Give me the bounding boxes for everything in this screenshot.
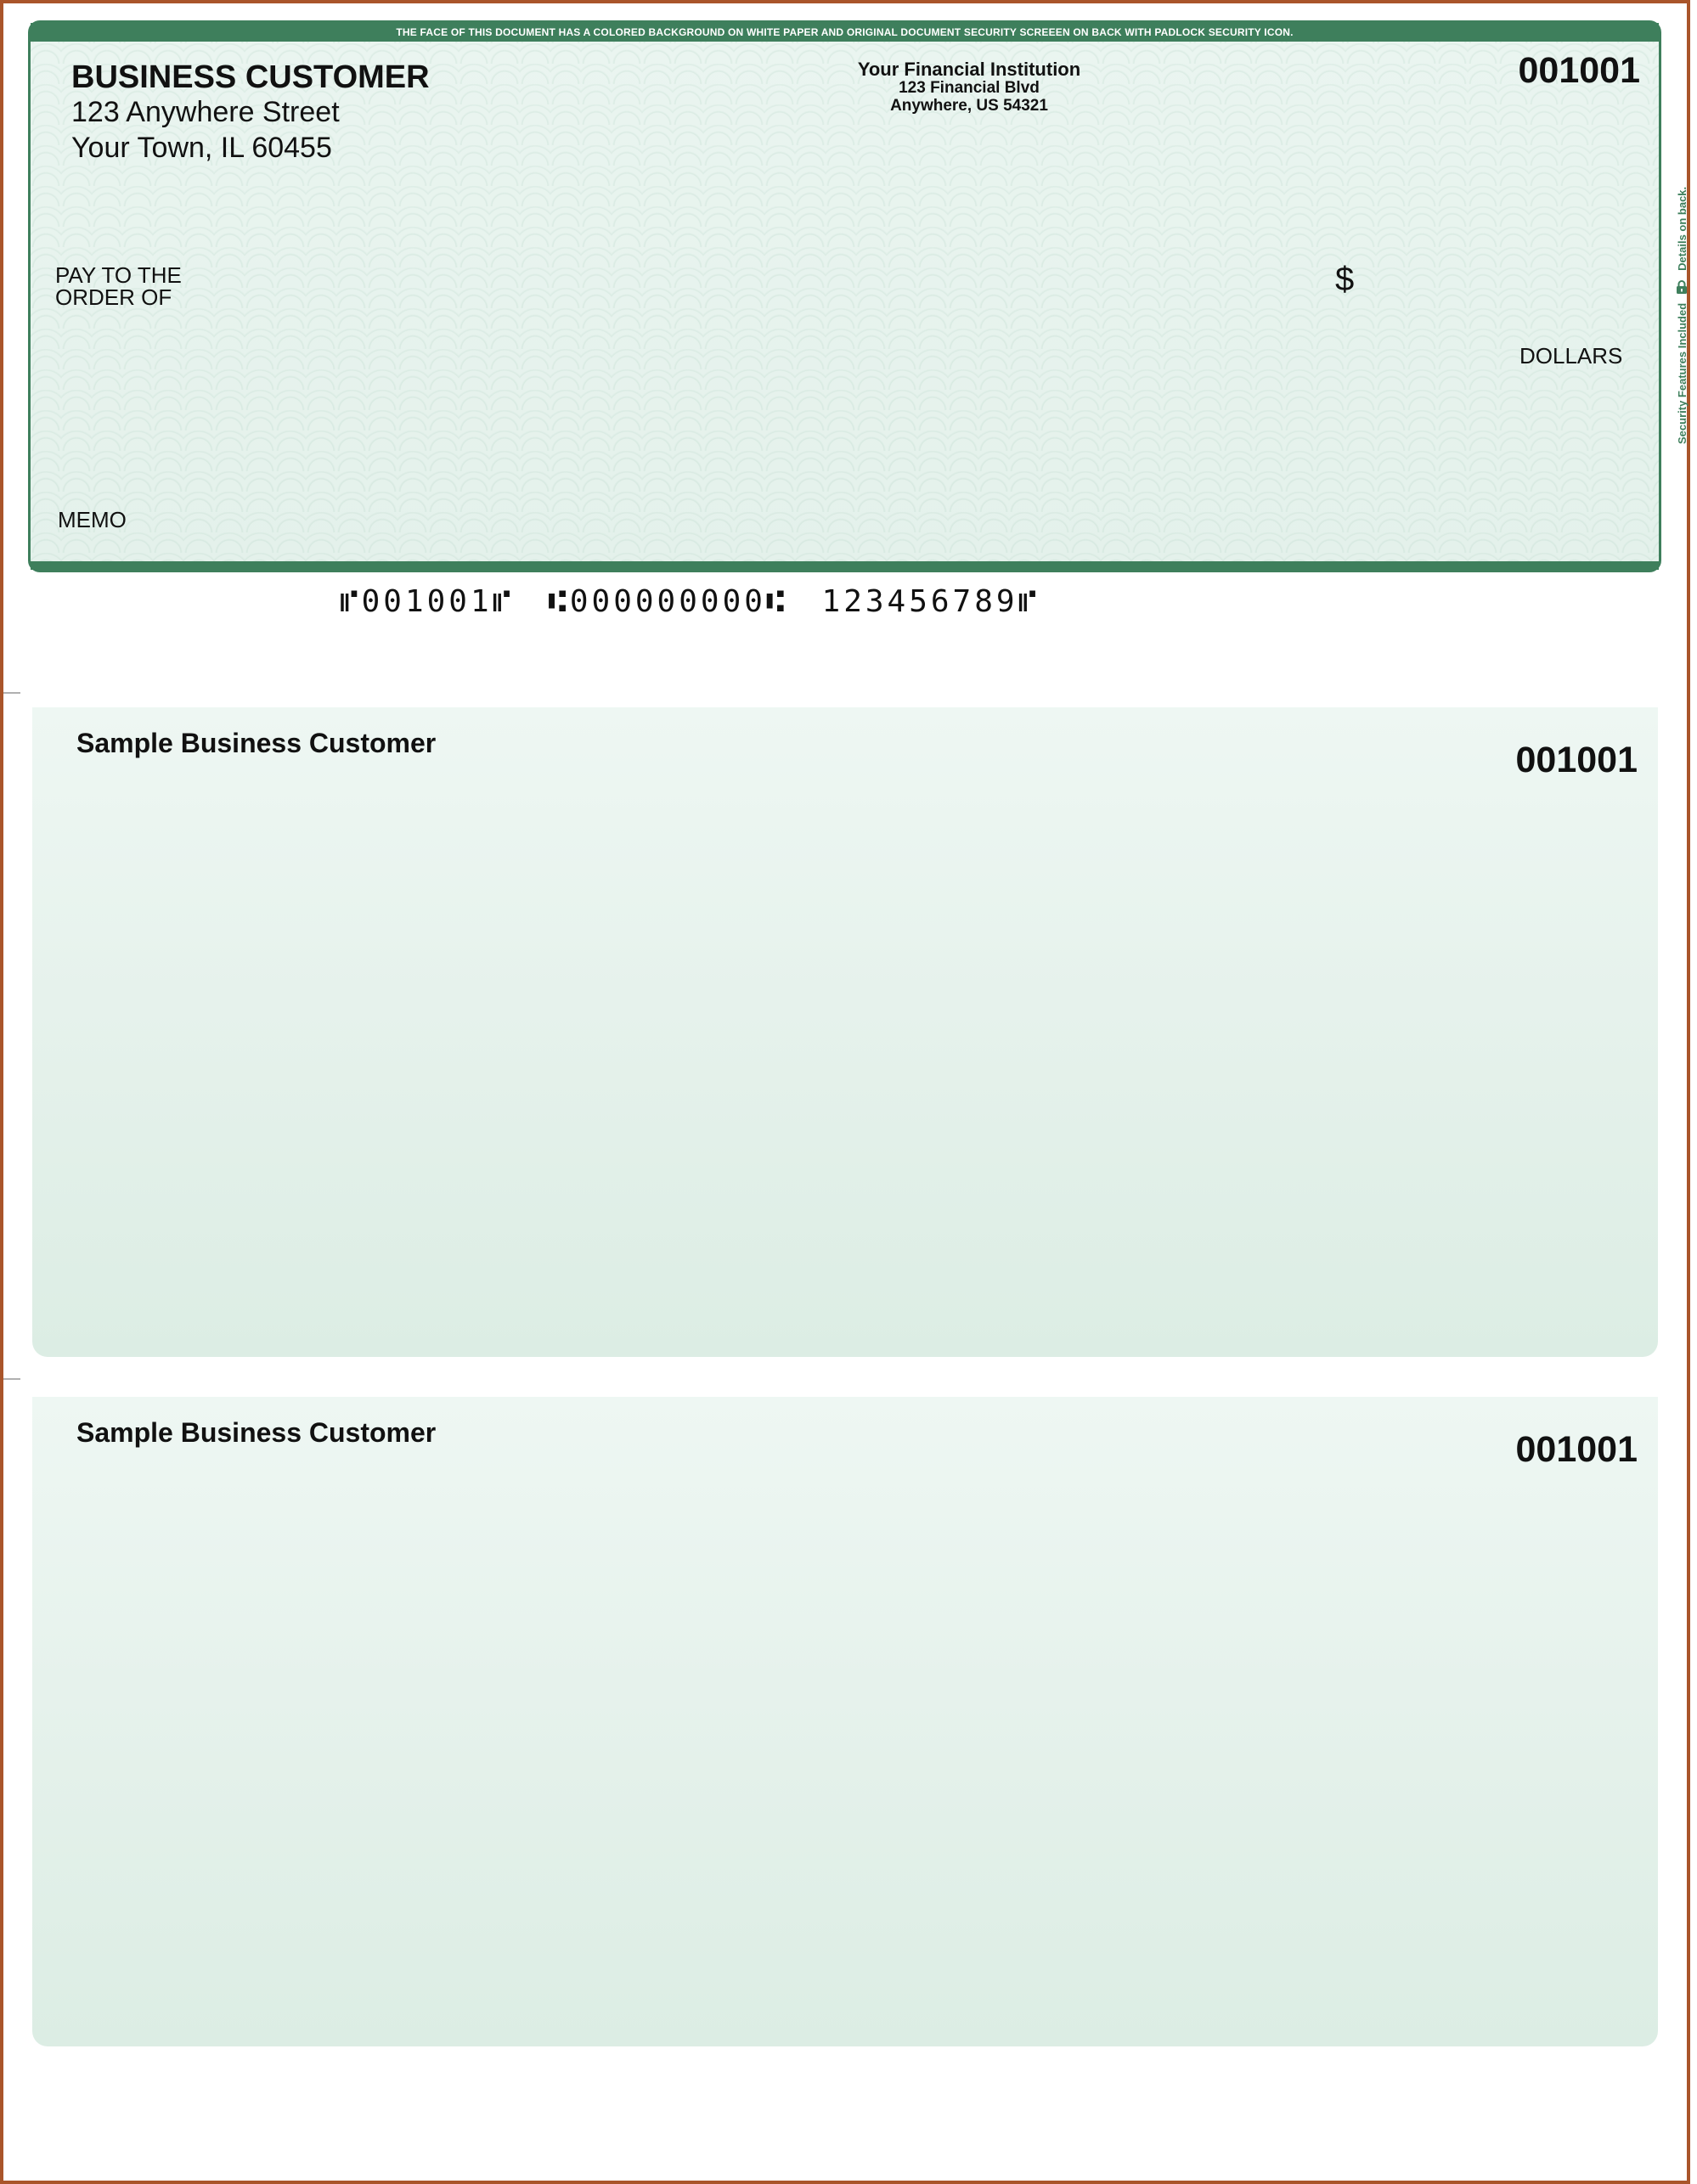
dollar-sign: $ [1335, 261, 1355, 298]
stub-customer-name: Sample Business Customer [76, 728, 437, 758]
security-side-note [1660, 133, 1690, 447]
voucher-stub [32, 1397, 1658, 2046]
check-number: 001001 [1518, 50, 1640, 91]
customer-name: BUSINESS CUSTOMER [71, 59, 430, 95]
stub-customer-name: Sample Business Customer [76, 1417, 437, 1448]
perforation-mark [3, 692, 20, 694]
dollars-label: DOLLARS [1519, 343, 1623, 369]
check-face [28, 20, 1689, 572]
check-bottom-band [31, 561, 1659, 570]
bank-block [842, 60, 1097, 115]
micr-check-number: ⑈001001⑈ [340, 584, 515, 619]
customer-address-line1: 123 Anywhere Street [71, 96, 340, 128]
security-features-text: Security Features Included [1675, 302, 1689, 444]
bank-address-line1: 123 Financial Blvd [899, 79, 1040, 97]
perforation-mark [3, 1378, 20, 1380]
pay-to-line1: PAY TO THE [55, 262, 182, 288]
customer-address-line2: Your Town, IL 60455 [71, 132, 332, 164]
stub-check-number: 001001 [1515, 1429, 1638, 1470]
details-on-back-text: Details on back. [1675, 186, 1689, 271]
pay-to-label [55, 264, 182, 308]
padlock-icon [1674, 279, 1689, 295]
stub-check-number: 001001 [1515, 740, 1638, 780]
micr-account-number: 123456789⑈ [821, 584, 1040, 619]
pay-to-line2: ORDER OF [55, 284, 172, 310]
memo-label: MEMO [58, 507, 127, 532]
security-banner: THE FACE OF THIS DOCUMENT HAS A COLORED BACKGROUND ON WHITE PAPER AND ORIGINAL DOCUMENT SECURITY SCREEEN ON BACK WITH PADLOCK SECURITY ICON. [31, 23, 1659, 42]
bank-address-line2: Anywhere, US 54321 [890, 97, 1048, 115]
bank-name: Your Financial Institution [857, 59, 1081, 80]
micr-line [340, 584, 1040, 618]
voucher-stub [32, 707, 1658, 1357]
micr-routing-number: ⑆000000000⑆ [548, 584, 788, 619]
